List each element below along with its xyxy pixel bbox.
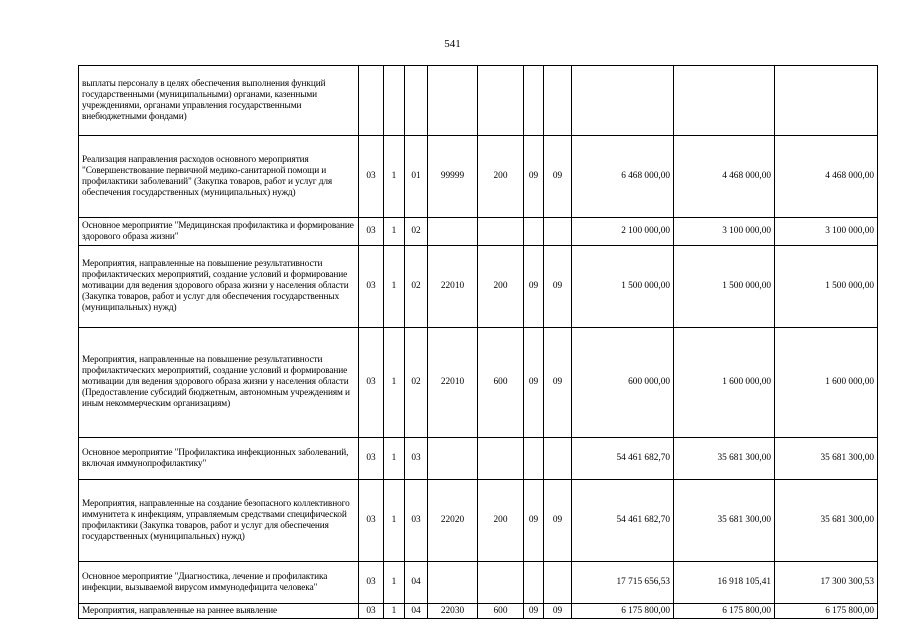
direction-code-cell: 22030 — [428, 604, 478, 619]
amount-year-3-cell: 35 681 300,00 — [775, 438, 878, 480]
amount-year-3-cell: 1 500 000,00 — [775, 246, 878, 328]
section-cell — [524, 218, 544, 246]
row-name-cell: Мероприятия, направленные на повышение результативности профилактических мероприятий, создание условий и формирование мотивации для ведения здорового образа жизни у населения области (Закупка товаров, работ и услуг для обеспечения государственных (муниципальных) нужд) — [79, 246, 359, 328]
subsection-cell: 09 — [544, 246, 572, 328]
amount-year-2-cell: 16 918 105,41 — [674, 562, 775, 604]
subprogram-code-cell: 1 — [384, 218, 405, 246]
amount-year-1-cell — [572, 66, 674, 136]
program-code-cell: 03 — [359, 218, 384, 246]
amount-year-1-cell: 54 461 682,70 — [572, 438, 674, 480]
section-cell: 09 — [524, 246, 544, 328]
amount-year-2-cell: 1 600 000,00 — [674, 328, 775, 438]
subprogram-code-cell: 1 — [384, 328, 405, 438]
amount-year-2-cell: 3 100 000,00 — [674, 218, 775, 246]
program-code-cell: 03 — [359, 480, 384, 562]
subsection-cell: 09 — [544, 604, 572, 619]
table-row — [79, 480, 878, 562]
amount-year-3-cell: 17 300 300,53 — [775, 562, 878, 604]
program-code-cell: 03 — [359, 562, 384, 604]
amount-year-2-cell: 35 681 300,00 — [674, 438, 775, 480]
expense-type-cell: 200 — [478, 136, 524, 218]
direction-code-cell: 22010 — [428, 328, 478, 438]
table-row — [79, 438, 878, 480]
program-code-cell: 03 — [359, 136, 384, 218]
program-code-cell: 03 — [359, 328, 384, 438]
amount-year-1-cell: 54 461 682,70 — [572, 480, 674, 562]
direction-code-cell — [428, 66, 478, 136]
subprogram-code-cell: 1 — [384, 438, 405, 480]
section-cell: 09 — [524, 604, 544, 619]
amount-year-2-cell: 4 468 000,00 — [674, 136, 775, 218]
amount-year-3-cell: 35 681 300,00 — [775, 480, 878, 562]
row-name-cell: выплаты персоналу в целях обеспечения выполнения функций государственными (муниципальными) органами, казенными учреждениями, органами управления государственными внебюджетными фондами) — [79, 66, 359, 136]
table-row — [79, 136, 878, 218]
amount-year-3-cell: 3 100 000,00 — [775, 218, 878, 246]
amount-year-3-cell: 4 468 000,00 — [775, 136, 878, 218]
expense-type-cell — [478, 562, 524, 604]
amount-year-1-cell: 2 100 000,00 — [572, 218, 674, 246]
amount-year-2-cell: 1 500 000,00 — [674, 246, 775, 328]
program-code-cell: 03 — [359, 438, 384, 480]
row-name-cell: Основное мероприятие "Профилактика инфекционных заболеваний, включая иммунопрофилактику" — [79, 438, 359, 480]
amount-year-2-cell — [674, 66, 775, 136]
table-row — [79, 66, 878, 136]
program-code-cell: 03 — [359, 246, 384, 328]
row-name-cell: Реализация направления расходов основного мероприятия "Совершенствование первичной медико-санитарной помощи и профилактики заболеваний" (Закупка товаров, работ и услуг для обеспечения государственных (муниципальных) нужд) — [79, 136, 359, 218]
row-name-cell: Мероприятия, направленные на повышение результативности профилактических мероприятий, создание условий и формирование мотивации для ведения здорового образа жизни у населения области (Предоставление субсидий бюджетным, автономным учреждениям и иным некоммерческим организациям) — [79, 328, 359, 438]
amount-year-2-cell: 6 175 800,00 — [674, 604, 775, 619]
subsection-cell: 09 — [544, 136, 572, 218]
section-cell: 09 — [524, 328, 544, 438]
direction-code-cell — [428, 438, 478, 480]
amount-year-3-cell: 1 600 000,00 — [775, 328, 878, 438]
subprogram-code-cell: 1 — [384, 246, 405, 328]
subprogram-code-cell: 1 — [384, 562, 405, 604]
subsection-cell — [544, 66, 572, 136]
table-row — [79, 328, 878, 438]
event-code-cell: 02 — [405, 246, 428, 328]
direction-code-cell — [428, 218, 478, 246]
amount-year-1-cell: 600 000,00 — [572, 328, 674, 438]
direction-code-cell — [428, 562, 478, 604]
event-code-cell: 04 — [405, 604, 428, 619]
row-name-cell: Основное мероприятие "Диагностика, лечение и профилактика инфекции, вызываемой вирусом иммунодефицита человека" — [79, 562, 359, 604]
direction-code-cell: 22020 — [428, 480, 478, 562]
expense-type-cell: 600 — [478, 328, 524, 438]
section-cell — [524, 438, 544, 480]
amount-year-1-cell: 6 468 000,00 — [572, 136, 674, 218]
table-row — [79, 562, 878, 604]
expense-type-cell — [478, 66, 524, 136]
event-code-cell: 01 — [405, 136, 428, 218]
section-cell: 09 — [524, 136, 544, 218]
amount-year-1-cell: 6 175 800,00 — [572, 604, 674, 619]
event-code-cell: 02 — [405, 218, 428, 246]
page-number: 541 — [444, 38, 461, 50]
row-name-cell: Мероприятия, направленные на создание безопасного коллективного иммунитета к инфекциям, управляемым средствами специфической профилактики (Закупка товаров, работ и услуг для обеспечения государственных (муниципальных) нужд) — [79, 480, 359, 562]
expense-type-cell — [478, 218, 524, 246]
table-row — [79, 246, 878, 328]
subsection-cell — [544, 218, 572, 246]
section-cell — [524, 562, 544, 604]
subprogram-code-cell: 1 — [384, 480, 405, 562]
amount-year-3-cell — [775, 66, 878, 136]
subsection-cell — [544, 562, 572, 604]
program-code-cell: 03 — [359, 604, 384, 619]
row-name-cell: Мероприятия, направленные на раннее выявление — [79, 604, 359, 619]
event-code-cell: 02 — [405, 328, 428, 438]
subprogram-code-cell: 1 — [384, 136, 405, 218]
amount-year-3-cell: 6 175 800,00 — [775, 604, 878, 619]
event-code-cell: 03 — [405, 480, 428, 562]
table-row — [79, 218, 878, 246]
table-row — [79, 604, 878, 619]
subprogram-code-cell: 1 — [384, 604, 405, 619]
subsection-cell: 09 — [544, 480, 572, 562]
subprogram-code-cell — [384, 66, 405, 136]
section-cell — [524, 66, 544, 136]
event-code-cell: 04 — [405, 562, 428, 604]
subsection-cell: 09 — [544, 328, 572, 438]
amount-year-2-cell: 35 681 300,00 — [674, 480, 775, 562]
expense-type-cell: 600 — [478, 604, 524, 619]
direction-code-cell: 22010 — [428, 246, 478, 328]
direction-code-cell: 99999 — [428, 136, 478, 218]
amount-year-1-cell: 1 500 000,00 — [572, 246, 674, 328]
event-code-cell — [405, 66, 428, 136]
section-cell: 09 — [524, 480, 544, 562]
row-name-cell: Основное мероприятие "Медицинская профилактика и формирование здорового образа жизни" — [79, 218, 359, 246]
program-code-cell — [359, 66, 384, 136]
amount-year-1-cell: 17 715 656,53 — [572, 562, 674, 604]
event-code-cell: 03 — [405, 438, 428, 480]
subsection-cell — [544, 438, 572, 480]
expense-type-cell: 200 — [478, 480, 524, 562]
expense-type-cell: 200 — [478, 246, 524, 328]
budget-table — [78, 65, 878, 619]
expense-type-cell — [478, 438, 524, 480]
